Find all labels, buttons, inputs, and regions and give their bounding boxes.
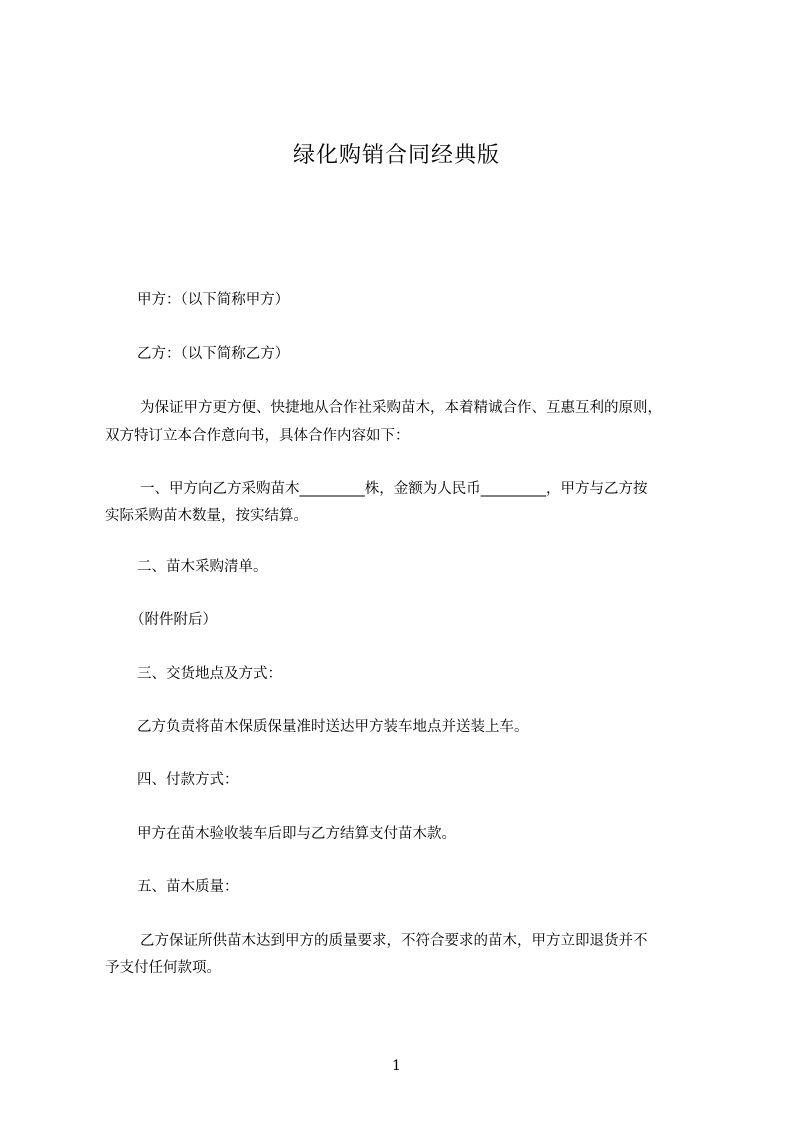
party-a-line: 甲方：（以下简称甲方） <box>137 292 290 308</box>
clause-1-line-1: 一、甲方向乙方采购苗木_________株，金额为人民币_________，甲方与乙方按 <box>140 481 648 497</box>
clause-5-heading: 五、苗木质量： <box>137 879 239 895</box>
clause-1-line-2: 实际采购苗木数量，按实结算。 <box>105 508 308 524</box>
page-number: 1 <box>392 1058 401 1074</box>
intro-paragraph-line-2: 双方特订立本合作意向书，具体合作内容如下： <box>105 428 410 444</box>
clause-3-body: 乙方负责将苗木保质保量准时送达甲方装车地点并送装上车。 <box>137 719 529 735</box>
clause-4-body: 甲方在苗木验收装车后即与乙方结算支付苗木款。 <box>137 826 456 842</box>
party-b-line: 乙方：（以下简称乙方） <box>137 346 290 362</box>
clause-5-body-line-2: 予支付任何款项。 <box>105 960 221 976</box>
clause-2-body: （附件附后） <box>130 612 217 628</box>
clause-5-body-line-1: 乙方保证所供苗木达到甲方的质量要求，不符合要求的苗木，甲方立即退货并不 <box>140 933 648 949</box>
clause-2-heading: 二、苗木采购清单。 <box>137 559 268 575</box>
clause-4-heading: 四、付款方式： <box>137 772 239 788</box>
intro-paragraph-line-1: 为保证甲方更方便、快捷地从合作社采购苗木，本着精诚合作、互惠互利的原则， <box>140 400 662 416</box>
document-title: 绿化购销合同经典版 <box>292 143 500 168</box>
clause-3-heading: 三、交货地点及方式： <box>137 666 282 682</box>
